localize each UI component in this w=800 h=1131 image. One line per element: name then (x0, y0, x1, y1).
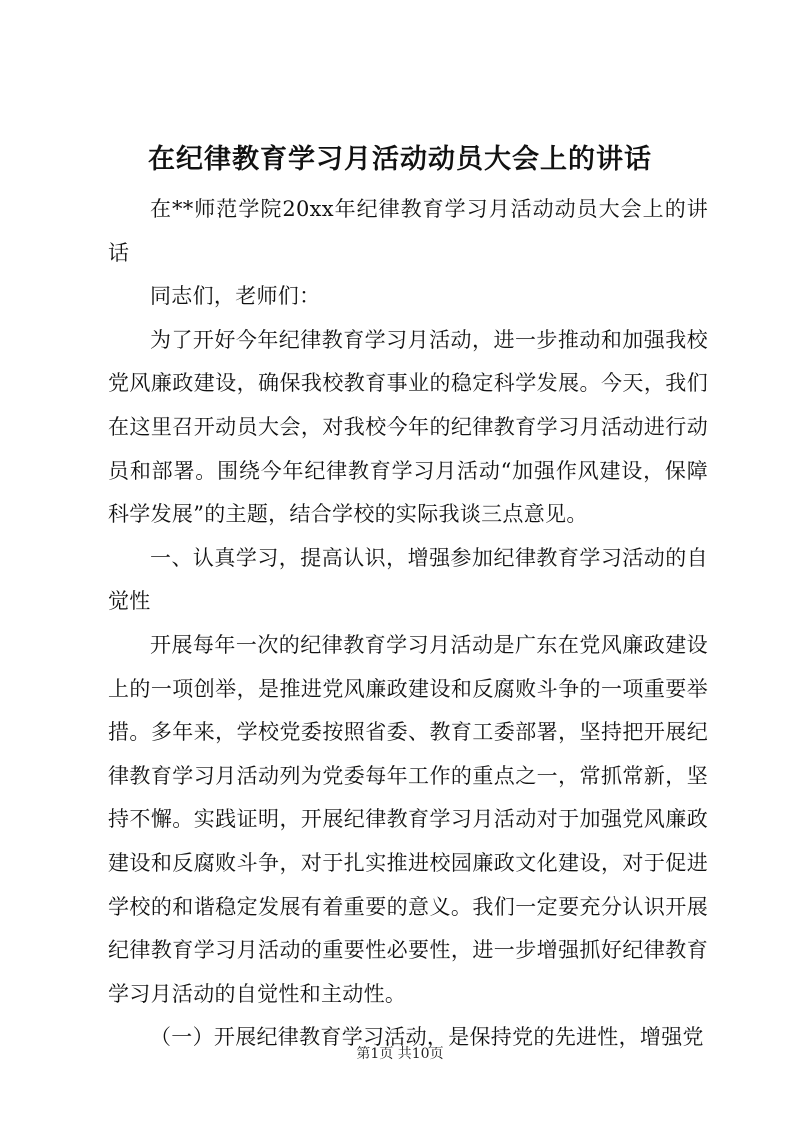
page-number-footer: 第1页 共10页 (356, 1046, 444, 1062)
body-paragraph: 开展每年一次的纪律教育学习月活动是广东在党风廉政建设上的一项创举，是推进党风廉政建设和反腐败斗争的一项重要举措。多年来，学校党委按照省委、教育工委部署，坚持把开展纪律教育学习月活动列为党委每年工作的重点之一，常抓常新，坚持不懈。实践证明，开展纪律教育学习月活动对于加强党风廉政建设和反腐败斗争，对于扎实推进校园廉政文化建设，对于促进学校的和谐稳定发展有着重要的意义。我们一定要充分认识开展纪律教育学习月活动的重要性必要性，进一步增强抓好纪律教育学习月活动的自觉性和主动性。 (108, 632, 708, 1006)
section-heading-1: 一、认真学习，提高认识，增强参加纪律教育学习活动的自觉性 (108, 545, 708, 614)
intro-paragraph: 为了开好今年纪律教育学习月活动，进一步推动和加强我校党风廉政建设，确保我校教育事业的稳定科学发展。今天，我们在这里召开动员大会，对我校今年的纪律教育学习月活动进行动员和部署。围绕今年纪律教育学习月活动“加强作风建设，保障科学发展”的主题，结合学校的实际我谈三点意见。 (108, 327, 708, 527)
document-title: 在纪律教育学习月活动动员大会上的讲话 (148, 144, 652, 175)
salutation-paragraph: 同志们，老师们： (150, 284, 321, 309)
subsection-heading-1: （一）开展纪律教育学习活动，是保持党的先进性，增强党 (150, 1025, 704, 1050)
document-body (108, 188, 708, 1060)
subtitle-paragraph: 在**师范学院20xx年纪律教育学习月活动动员大会上的讲话 (108, 197, 708, 265)
